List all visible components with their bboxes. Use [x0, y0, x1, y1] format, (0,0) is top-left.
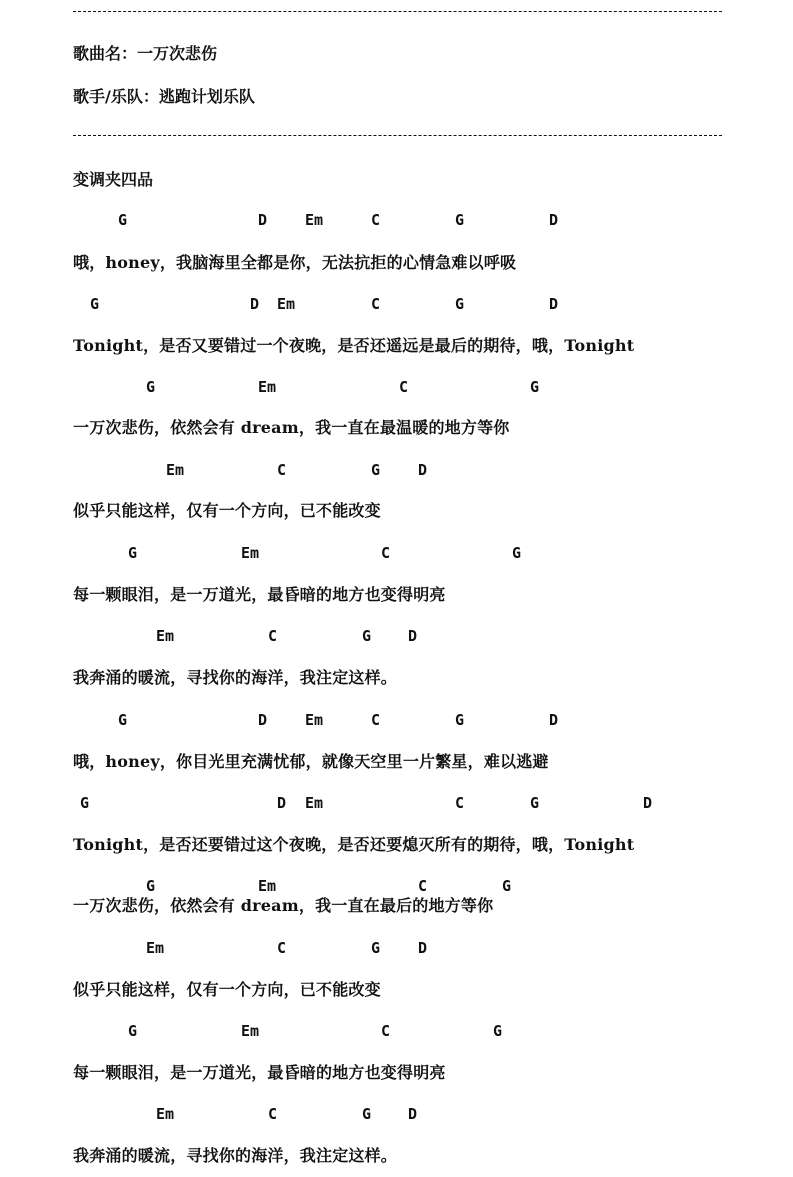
chord-label: Em	[305, 711, 324, 729]
lyric-line: 每一颗眼泪，是一万道光，最昏暗的地方也变得明亮	[73, 1063, 446, 1082]
chord-label: Em	[305, 794, 324, 812]
chord-label: G	[512, 544, 522, 562]
chord-label: Em	[156, 627, 175, 645]
chord-label: D	[408, 627, 418, 645]
chord-row	[0, 1104, 793, 1124]
chord-label: C	[371, 295, 381, 313]
chord-label: G	[362, 1105, 372, 1123]
chord-label: C	[277, 461, 287, 479]
chord-label: D	[258, 211, 268, 229]
chord-row	[0, 543, 793, 563]
chord-label: G	[80, 794, 90, 812]
chord-row	[0, 294, 793, 314]
lyric-line: 哦，honey，我脑海里全都是你，无法抗拒的心情急难以呼吸	[73, 253, 517, 272]
separator-top	[73, 11, 722, 12]
chord-row	[0, 626, 793, 646]
chord-label: D	[643, 794, 653, 812]
lyric-line: 哦，honey，你目光里充满忧郁，就像天空里一片繁星，难以逃避	[73, 752, 549, 771]
chord-label: C	[277, 939, 287, 957]
chord-label: G	[371, 461, 381, 479]
chord-label: G	[455, 295, 465, 313]
chord-label: D	[418, 461, 428, 479]
chord-row	[0, 876, 793, 896]
chord-label: Em	[305, 211, 324, 229]
lyric-line: Tonight，是否又要错过一个夜晚，是否还遥远是最后的期待，哦，Tonight	[73, 336, 635, 355]
chord-row	[0, 938, 793, 958]
chord-label: D	[549, 711, 559, 729]
chord-label: G	[362, 627, 372, 645]
chord-label: G	[530, 794, 540, 812]
chord-row	[0, 1021, 793, 1041]
chord-label: C	[268, 1105, 278, 1123]
chord-label: G	[90, 295, 100, 313]
chord-label: D	[408, 1105, 418, 1123]
chord-label: Em	[241, 1022, 260, 1040]
chord-label: C	[418, 877, 428, 895]
lyric-line: 每一颗眼泪，是一万道光，最昏暗的地方也变得明亮	[73, 585, 446, 604]
lyric-line: 一万次悲伤，依然会有 dream，我一直在最温暖的地方等你	[73, 418, 510, 437]
chord-label: G	[118, 211, 128, 229]
chord-label: G	[530, 378, 540, 396]
artist-name: 歌手/乐队：逃跑计划乐队	[73, 87, 255, 106]
chord-label: C	[455, 794, 465, 812]
chord-label: Em	[258, 378, 277, 396]
lyric-line: Tonight，是否还要错过这个夜晚，是否还要熄灭所有的期待，哦，Tonight	[73, 835, 635, 854]
chord-label: C	[371, 211, 381, 229]
chord-label: G	[502, 877, 512, 895]
chord-label: G	[118, 711, 128, 729]
chord-label: D	[549, 211, 559, 229]
chord-label: C	[371, 711, 381, 729]
chord-label: C	[399, 378, 409, 396]
chord-row	[0, 793, 793, 813]
chord-label: D	[277, 794, 287, 812]
chord-label: G	[128, 1022, 138, 1040]
chord-label: G	[455, 211, 465, 229]
chord-label: Em	[166, 461, 185, 479]
chord-label: Em	[277, 295, 296, 313]
chord-label: G	[371, 939, 381, 957]
chord-label: D	[250, 295, 260, 313]
chord-label: D	[418, 939, 428, 957]
chord-row	[0, 460, 793, 480]
separator-bottom	[73, 135, 722, 136]
lyric-line: 一万次悲伤，依然会有 dream，我一直在最后的地方等你	[73, 896, 494, 915]
chord-label: G	[146, 877, 156, 895]
chord-label: C	[381, 1022, 391, 1040]
lyric-line: 似乎只能这样，仅有一个方向，已不能改变	[73, 501, 381, 520]
chord-label: G	[455, 711, 465, 729]
lyric-line: 我奔涌的暖流，寻找你的海洋，我注定这样。	[73, 668, 398, 687]
chord-label: D	[258, 711, 268, 729]
chord-label: G	[146, 378, 156, 396]
chord-label: Em	[241, 544, 260, 562]
chord-label: C	[381, 544, 391, 562]
lyric-line: 似乎只能这样，仅有一个方向，已不能改变	[73, 980, 381, 999]
chord-label: G	[128, 544, 138, 562]
chord-label: C	[268, 627, 278, 645]
lyric-line: 我奔涌的暖流，寻找你的海洋，我注定这样。	[73, 1146, 398, 1165]
chord-row	[0, 210, 793, 230]
chord-label: Em	[258, 877, 277, 895]
chord-label: D	[549, 295, 559, 313]
song-title: 歌曲名：一万次悲伤	[73, 44, 218, 63]
chord-label: G	[493, 1022, 503, 1040]
chord-row	[0, 710, 793, 730]
chord-row	[0, 377, 793, 397]
chord-label: Em	[146, 939, 165, 957]
capo-note: 变调夹四品	[73, 170, 154, 189]
chord-label: Em	[156, 1105, 175, 1123]
